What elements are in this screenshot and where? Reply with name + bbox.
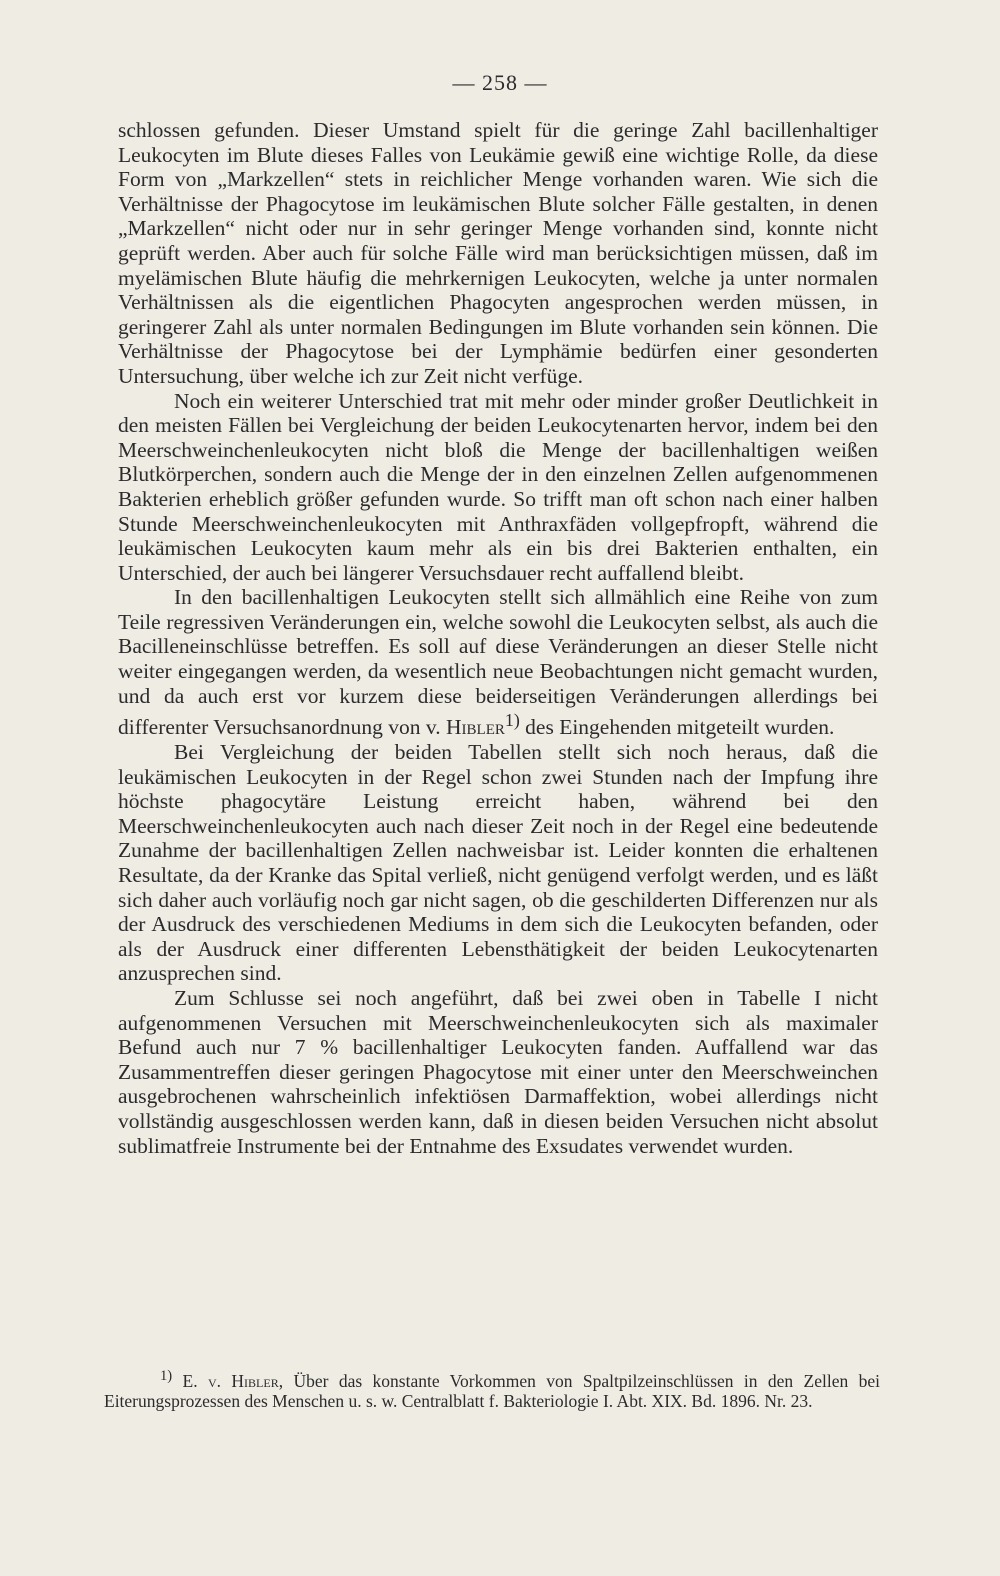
paragraph-2: Noch ein weiterer Unterschied trat mit mehr oder minder großer Deutlichkeit in den meisten Fällen bei Vergleichung der beiden Leukocytenarten hervor, indem bei den Meerschweinchenleukocyten nicht bloß die Menge der bacillenhaltigen weißen Blutkörperchen, sondern auch die Menge der in den einzelnen Zellen aufgenommenen Bakterien erheblich größer gefunden wurde. So trifft man oft schon nach einer halben Stunde Meerschweinchenleukocyten mit Anthraxfäden vollgepfropft, während die leukämischen Leukocyten kaum mehr als ein bis drei Bakterien enthalten, ein Unterschied, der auch bei längerer Versuchsdauer recht auffallend bleibt. — [118, 388, 878, 585]
footnote-text: Über das konstante Vorkommen von Spaltpilzeinschlüssen in den Zellen bei Eiterungsprozessen des Menschen u. s. w. Centralblatt f. Bakteriologie I. Abt. XIX. Bd. 1896. Nr. 23. — [104, 1370, 881, 1411]
paragraph-3 — [118, 585, 878, 740]
footnote-mark: 1) — [160, 1368, 173, 1384]
paragraph-5: Zum Schlusse sei noch angeführt, daß bei zwei oben in Tabelle I nicht aufgenommenen Versuchen mit Meerschweinchenleukocyten sich als maximaler Befund auch nur 7 % bacillenhaltiger Leukocyten fanden. Auffallend war das Zusammentreffen dieser geringen Phagocytose mit einer unter den Meerschweinchen ausgebrochenen wahrscheinlich infektiösen Darmaffektion, wobei allerdings nicht vollständig ausgeschlossen werden kann, daß in diesen beiden Versuchen nicht absolut sublimatfreie Instrumente bei der Entnahme des Exsudates verwendet wurden. — [118, 985, 878, 1158]
footnote-author: E. v. Hibler, — [182, 1370, 284, 1391]
paragraph-4: Bei Vergleichung der beiden Tabellen stellt sich noch heraus, daß die leukämischen Leukocyten in der Regel schon zwei Stunden nach der Impfung ihre höchste phagocytäre Leistung erreicht haben, während bei den Meerschweinchenleukocyten auch nach dieser Zeit noch in der Regel eine bedeutende Zunahme der bacillenhaltigen Zellen nachweisbar ist. Leider konnten die erhaltenen Resultate, da der Kranke das Spital verließ, nicht genügend verfolgt werden, und es läßt sich daher auch vorläufig noch gar nicht sagen, ob die geschilderten Differenzen nur als der Ausdruck des verschiedenen Mediums in dem sich die Leukocyten befanden, oder als der Ausdruck einer differenten Lebensthätigkeit der beiden Leukocytenarten anzusprechen sind. — [118, 740, 878, 986]
paragraph-1: schlossen gefunden. Dieser Umstand spielt für die geringe Zahl bacillenhaltiger Leukocyten im Blute dieses Falles von Leukämie gewiß eine wichtige Rolle, da diese Form von „Markzellen“ stets in reichlicher Menge vorhanden waren. Wie sich die Verhältnisse der Phagocytose im leukämischen Blute solcher Fälle gestalten, in denen „Markzellen“ nicht oder nur in sehr geringer Menge vorhanden sind, konnte nicht geprüft werden. Aber auch für solche Fälle wird man berücksichtigen müssen, daß im myelämischen Blute häufig die mehrkernigen Leukocyten, welche ja unter normalen Verhältnissen als die eigentlichen Phagocyten angesprochen werden müssen, in geringerer Zahl als unter normalen Bedingungen im Blute vorhanden sein können. Die Verhältnisse der Phagocytose bei der Lymphämie bedürfen einer gesonderten Untersuchung, über welche ich zur Zeit nicht verfüge. — [118, 118, 878, 388]
footnote-section — [104, 1366, 880, 1411]
paragraph-3-end: des Eingehenden mitgeteilt wurden. — [519, 715, 835, 740]
body-text — [118, 118, 878, 1158]
paragraph-3-text: In den bacillenhaltigen Leukocyten stellt sich allmählich eine Reihe von zum Teile regressiven Veränderungen ein, welche sowohl die Leukocyten selbst, als auch die Bacilleneinschlüsse betreffen. Es soll auf diese Veränderungen an dieser Stelle nicht weiter eingegangen werden, da wesentlich neue Beobachtungen nicht gemacht wurden, und da auch erst vor kurzem diese beiderseitigen Veränderungen allerdings bei differenter Versuchsanordnung von v. — [118, 585, 878, 740]
footnote — [104, 1366, 880, 1411]
author-name: Hibler — [446, 715, 505, 740]
page-number: — 258 — — [452, 70, 548, 95]
footnote-reference[interactable]: 1) — [504, 710, 520, 731]
